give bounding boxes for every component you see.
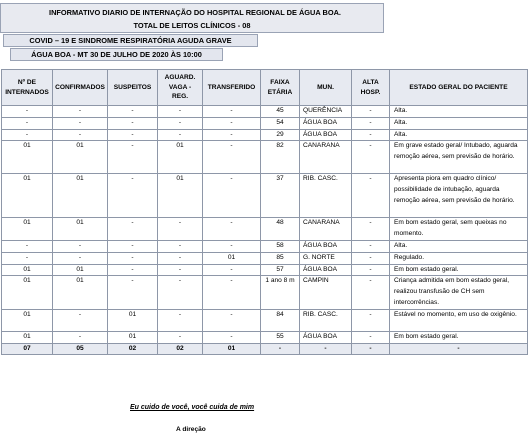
- cell-transferido: -: [203, 240, 261, 252]
- cell-aguard-vaga: -: [158, 240, 203, 252]
- cell-aguard-vaga: -: [158, 331, 203, 343]
- cell-transferido: -: [203, 276, 261, 309]
- cell-suspeitos: -: [108, 276, 158, 309]
- table-row: [2, 174, 528, 218]
- cell-suspeitos: -: [108, 129, 158, 141]
- cell-internados: 01: [2, 264, 53, 276]
- cell-faixa-etaria: 48: [261, 218, 300, 241]
- cell-confirmados: -: [53, 117, 108, 129]
- cell-mun: CANARANA: [300, 218, 352, 241]
- col-header-mun: MUN.: [300, 70, 352, 106]
- col-header-transferido: TRANSFERIDO: [203, 70, 261, 106]
- col-header-alta-hosp: ALTA HOSP.: [352, 70, 390, 106]
- internment-table: [1, 69, 528, 355]
- cell-internados: 01: [2, 331, 53, 343]
- cell-transferido: -: [203, 218, 261, 241]
- cell-aguard-vaga: 01: [158, 141, 203, 174]
- cell-confirmados: 01: [53, 264, 108, 276]
- cell-confirmados: -: [53, 309, 108, 331]
- cell-mun: RIB. CASC.: [300, 309, 352, 331]
- cell-mun: ÁGUA BOA: [300, 129, 352, 141]
- cell-mun: ÁGUA BOA: [300, 240, 352, 252]
- cell-internados: -: [2, 129, 53, 141]
- col-header-suspeitos: SUSPEITOS: [108, 70, 158, 106]
- table-row: [2, 106, 528, 118]
- table-row: [2, 218, 528, 241]
- cell-alta-hosp: -: [352, 331, 390, 343]
- total-aguard-vaga: 02: [158, 343, 203, 355]
- cell-alta-hosp: -: [352, 106, 390, 118]
- cell-alta-hosp: -: [352, 264, 390, 276]
- cell-confirmados: 01: [53, 276, 108, 309]
- cell-confirmados: 01: [53, 218, 108, 241]
- col-header-confirmados: CONFIRMADOS: [53, 70, 108, 106]
- cell-alta-hosp: -: [352, 276, 390, 309]
- cell-suspeitos: -: [108, 174, 158, 218]
- total-mun: -: [300, 343, 352, 355]
- cell-mun: ÁGUA BOA: [300, 331, 352, 343]
- cell-suspeitos: -: [108, 252, 158, 264]
- col-header-aguard-vaga: AGUARD. VAGA - REG.: [158, 70, 203, 106]
- cell-confirmados: -: [53, 331, 108, 343]
- cell-alta-hosp: -: [352, 252, 390, 264]
- table-row: [2, 240, 528, 252]
- cell-aguard-vaga: -: [158, 264, 203, 276]
- table-row: [2, 309, 528, 331]
- cell-alta-hosp: -: [352, 129, 390, 141]
- cell-internados: 01: [2, 174, 53, 218]
- cell-estado-geral: Em bom estado geral.: [390, 331, 528, 343]
- footer-signature: A direção: [176, 426, 206, 433]
- col-header-estado-geral: ESTADO GERAL DO PACIENTE: [390, 70, 528, 106]
- total-transferido: 01: [203, 343, 261, 355]
- report-title: INFORMATIVO DIARIO DE INTERNAÇÃO DO HOSPITAL REGIONAL DE ÁGUA BOA.: [49, 8, 341, 17]
- cell-confirmados: 01: [53, 141, 108, 174]
- cell-suspeitos: -: [108, 240, 158, 252]
- cell-suspeitos: 01: [108, 331, 158, 343]
- cell-transferido: -: [203, 174, 261, 218]
- cell-confirmados: -: [53, 240, 108, 252]
- cell-estado-geral: Alta.: [390, 129, 528, 141]
- cell-faixa-etaria: 1 ano 8 m: [261, 276, 300, 309]
- cell-aguard-vaga: -: [158, 117, 203, 129]
- cell-estado-geral: Alta.: [390, 106, 528, 118]
- cell-suspeitos: -: [108, 141, 158, 174]
- cell-estado-geral: Estável no momento, em uso de oxigênio.: [390, 309, 528, 331]
- table-row: [2, 141, 528, 174]
- cell-faixa-etaria: 57: [261, 264, 300, 276]
- total-internados: 07: [2, 343, 53, 355]
- table-row: [2, 276, 528, 309]
- report-subtitle: COVID – 19 E SINDROME RESPIRATÓRIA AGUDA GRAVE: [3, 34, 258, 47]
- cell-estado-geral: Em bom estado geral.: [390, 264, 528, 276]
- total-confirmados: 05: [53, 343, 108, 355]
- cell-transferido: -: [203, 117, 261, 129]
- table-row: [2, 331, 528, 343]
- total-alta-hosp: -: [352, 343, 390, 355]
- table-row: [2, 117, 528, 129]
- cell-faixa-etaria: 37: [261, 174, 300, 218]
- cell-faixa-etaria: 85: [261, 252, 300, 264]
- cell-alta-hosp: -: [352, 218, 390, 241]
- cell-transferido: -: [203, 264, 261, 276]
- cell-aguard-vaga: 01: [158, 174, 203, 218]
- cell-transferido: -: [203, 141, 261, 174]
- cell-internados: -: [2, 240, 53, 252]
- cell-alta-hosp: -: [352, 240, 390, 252]
- cell-mun: G. NORTE: [300, 252, 352, 264]
- cell-faixa-etaria: 54: [261, 117, 300, 129]
- cell-alta-hosp: -: [352, 174, 390, 218]
- cell-transferido: -: [203, 106, 261, 118]
- cell-estado-geral: Alta.: [390, 240, 528, 252]
- cell-transferido: -: [203, 331, 261, 343]
- cell-internados: -: [2, 252, 53, 264]
- cell-estado-geral: Em bom estado geral, sem queixas no momento.: [390, 218, 528, 241]
- cell-faixa-etaria: 55: [261, 331, 300, 343]
- cell-confirmados: 01: [53, 174, 108, 218]
- cell-internados: 01: [2, 218, 53, 241]
- cell-faixa-etaria: 45: [261, 106, 300, 118]
- cell-internados: 01: [2, 276, 53, 309]
- cell-alta-hosp: -: [352, 117, 390, 129]
- cell-estado-geral: Alta.: [390, 117, 528, 129]
- report-date: ÁGUA BOA - MT 30 DE JULHO DE 2020 ÀS 10:00: [10, 48, 223, 61]
- total-suspeitos: 02: [108, 343, 158, 355]
- cell-transferido: -: [203, 309, 261, 331]
- table-row: [2, 252, 528, 264]
- cell-confirmados: -: [53, 129, 108, 141]
- footer-slogan: Eu cuido de você, você cuida de mim: [130, 404, 255, 411]
- cell-mun: CANARANA: [300, 141, 352, 174]
- cell-suspeitos: -: [108, 264, 158, 276]
- cell-estado-geral: Regulado.: [390, 252, 528, 264]
- cell-internados: -: [2, 117, 53, 129]
- cell-faixa-etaria: 82: [261, 141, 300, 174]
- cell-alta-hosp: -: [352, 309, 390, 331]
- cell-mun: ÁGUA BOA: [300, 117, 352, 129]
- cell-estado-geral: Criança admitida em bom estado geral, realizou transfusão de CH sem intercorrências.: [390, 276, 528, 309]
- cell-aguard-vaga: -: [158, 276, 203, 309]
- cell-estado-geral: Apresenta piora em quadro clínico/ possibilidade de intubação, aguarda remoção aérea, sem previsão de horário.: [390, 174, 528, 218]
- cell-aguard-vaga: -: [158, 218, 203, 241]
- cell-suspeitos: -: [108, 117, 158, 129]
- cell-suspeitos: -: [108, 106, 158, 118]
- total-faixa-etaria: -: [261, 343, 300, 355]
- cell-mun: RIB. CASC.: [300, 174, 352, 218]
- total-estado-geral: -: [390, 343, 528, 355]
- cell-aguard-vaga: -: [158, 106, 203, 118]
- report-title-box: [0, 3, 384, 33]
- cell-transferido: 01: [203, 252, 261, 264]
- cell-aguard-vaga: -: [158, 129, 203, 141]
- cell-faixa-etaria: 58: [261, 240, 300, 252]
- cell-confirmados: -: [53, 252, 108, 264]
- cell-aguard-vaga: -: [158, 252, 203, 264]
- total-beds-label: TOTAL DE LEITOS CLÍNICOS - 08: [133, 21, 251, 30]
- cell-mun: ÁGUA BOA: [300, 264, 352, 276]
- cell-faixa-etaria: 84: [261, 309, 300, 331]
- cell-alta-hosp: -: [352, 141, 390, 174]
- col-header-faixa-etaria: FAIXA ETÁRIA: [261, 70, 300, 106]
- cell-internados: 01: [2, 141, 53, 174]
- cell-suspeitos: 01: [108, 309, 158, 331]
- cell-mun: CAMPIN: [300, 276, 352, 309]
- cell-estado-geral: Em grave estado geral/ Intubado, aguarda remoção aérea, sem previsão de horário.: [390, 141, 528, 174]
- col-header-internados: Nº DE INTERNADOS: [2, 70, 53, 106]
- totals-row: [2, 343, 528, 355]
- cell-transferido: -: [203, 129, 261, 141]
- cell-aguard-vaga: -: [158, 309, 203, 331]
- cell-mun: QUERÊNCIA: [300, 106, 352, 118]
- cell-faixa-etaria: 29: [261, 129, 300, 141]
- table-row: [2, 129, 528, 141]
- cell-internados: 01: [2, 309, 53, 331]
- cell-suspeitos: -: [108, 218, 158, 241]
- table-header-row: [2, 70, 528, 106]
- cell-internados: -: [2, 106, 53, 118]
- cell-confirmados: -: [53, 106, 108, 118]
- table-row: [2, 264, 528, 276]
